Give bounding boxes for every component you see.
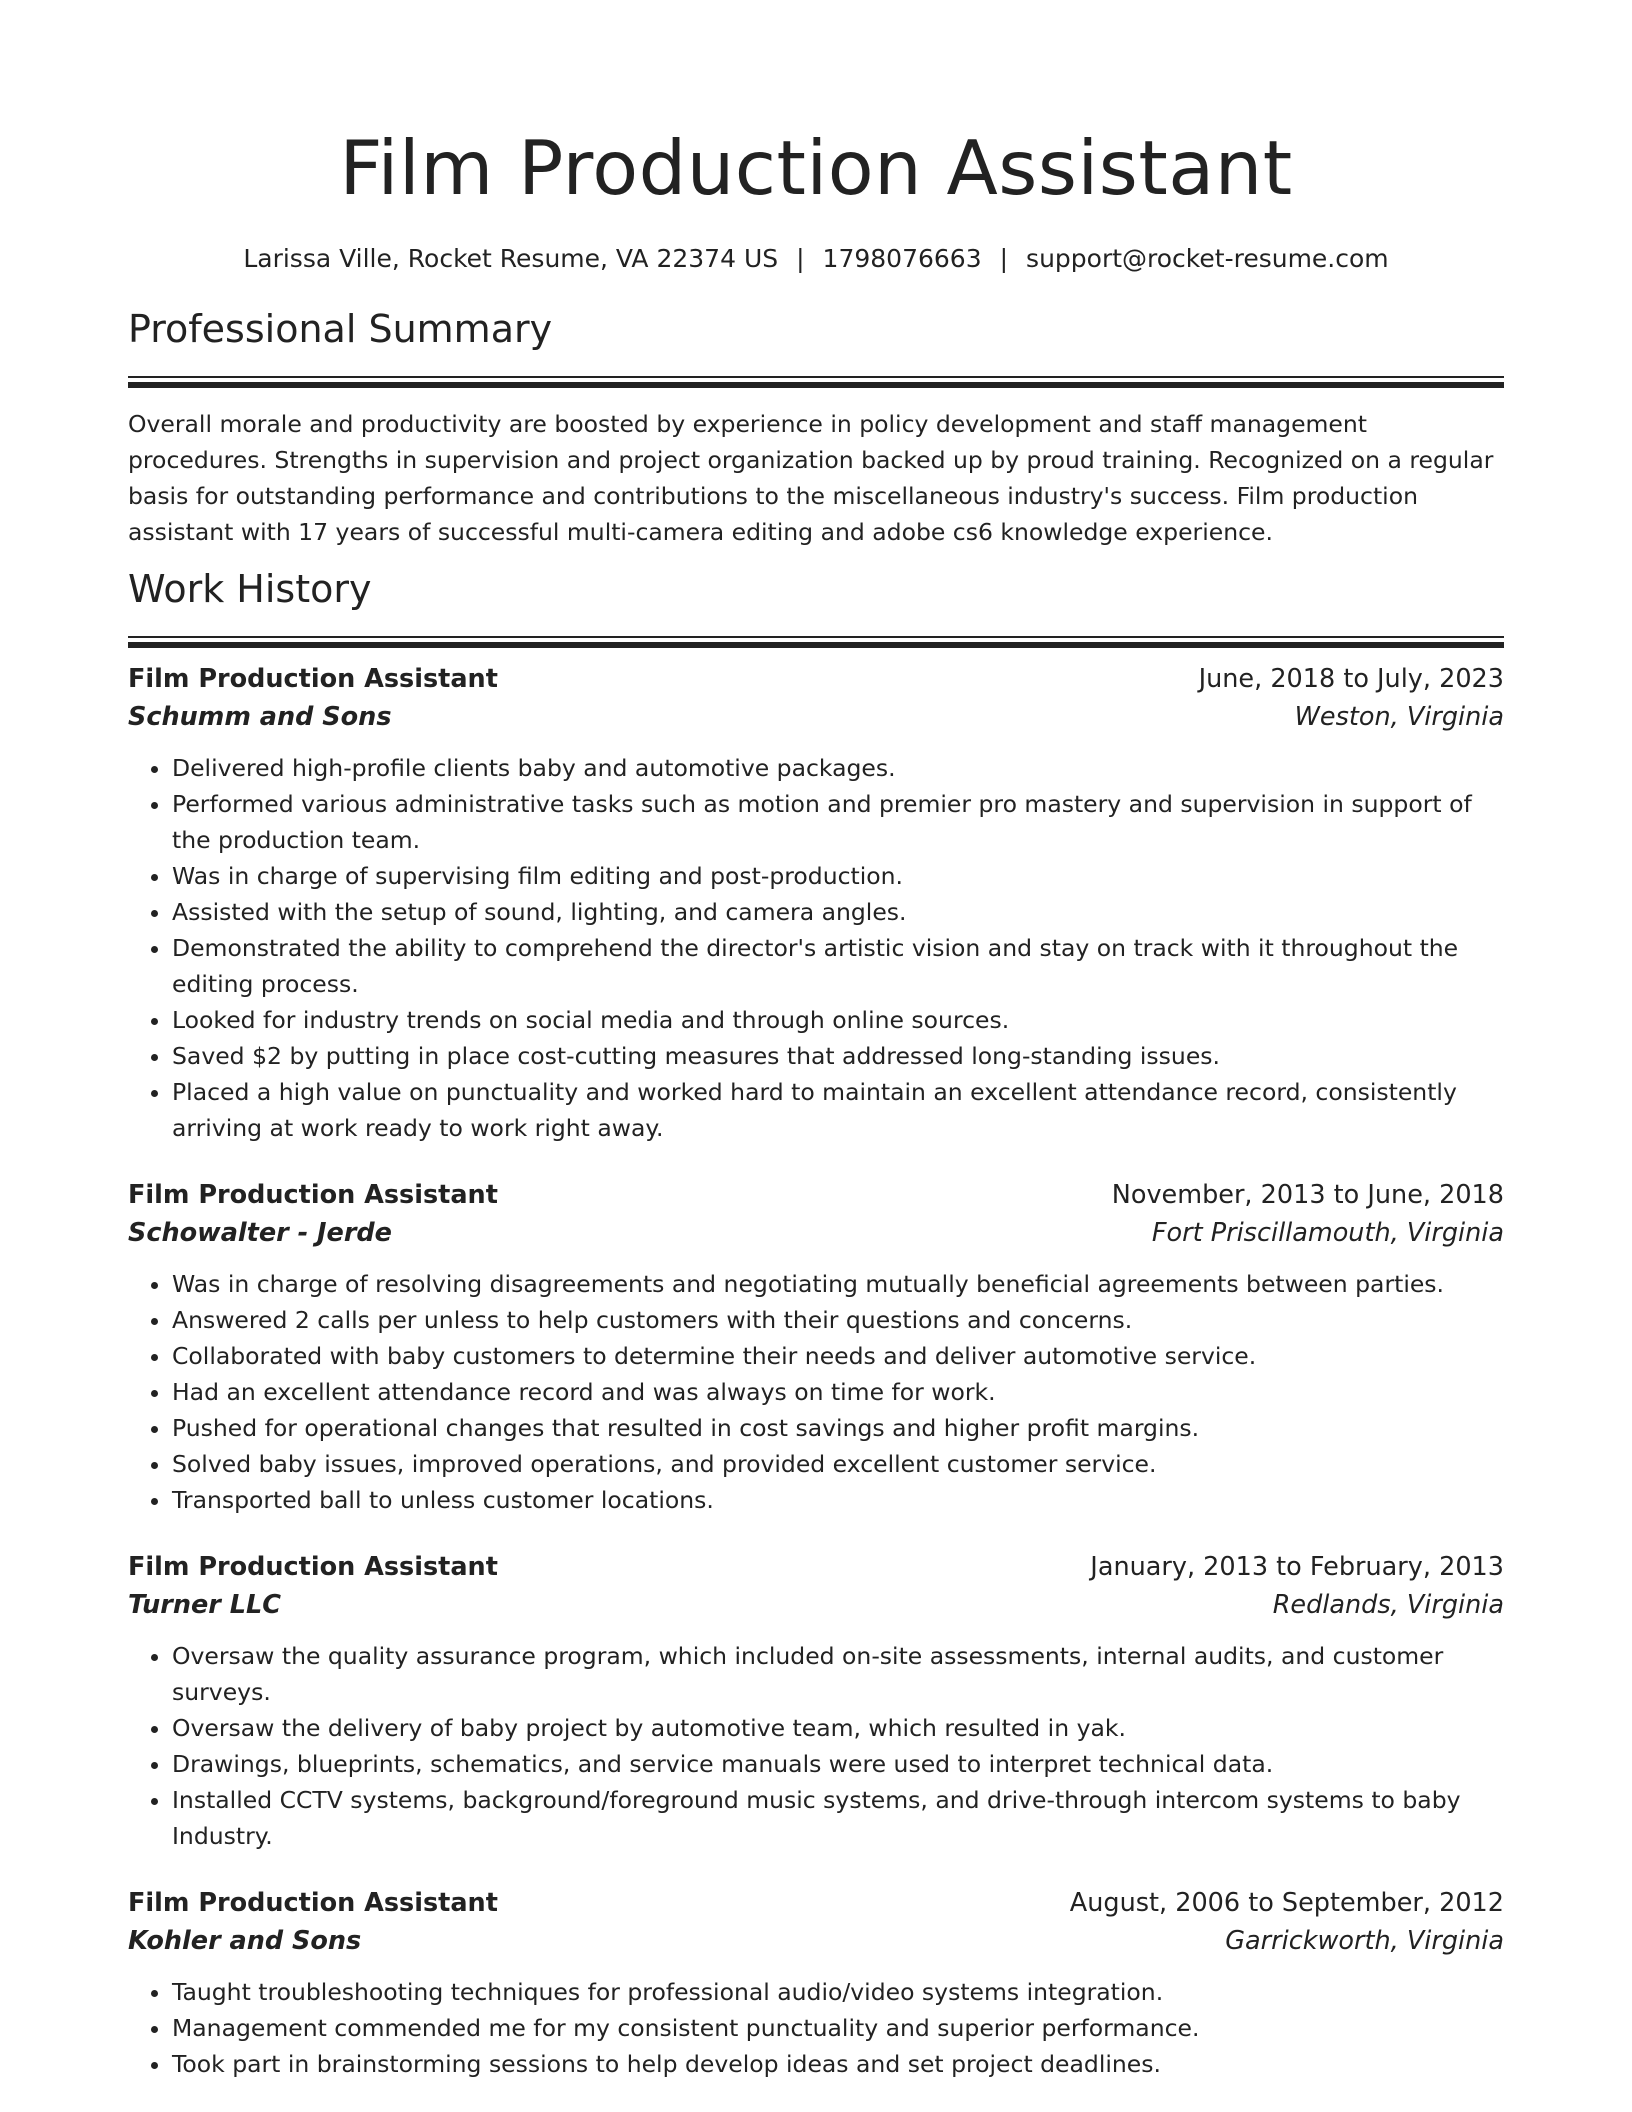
job-dates: January, 2013 to February, 2013 bbox=[1090, 1552, 1504, 1582]
resume-title: Film Production Assistant bbox=[339, 124, 1293, 212]
contact-phone: 1798076663 bbox=[822, 244, 982, 273]
job-bullet: • Solved baby issues, improved operations, and provided excellent customer service. bbox=[172, 1446, 1504, 1482]
job-bullet: • Management commended me for my consistent punctuality and superior performance. bbox=[172, 2010, 1504, 2046]
job-location: Weston, Virginia bbox=[1294, 702, 1504, 732]
job-bullet: • Drawings, blueprints, schematics, and service manuals were used to interpret technical data. bbox=[172, 1746, 1504, 1782]
job-dates: November, 2013 to June, 2018 bbox=[1111, 1180, 1504, 1210]
work-history-section bbox=[128, 564, 1504, 2082]
job-entry bbox=[128, 660, 1504, 1146]
contact-line bbox=[128, 242, 1504, 276]
job-dates: June, 2018 to July, 2023 bbox=[1198, 664, 1504, 694]
job-header bbox=[128, 660, 1504, 698]
job-bullet: • Delivered high-profile clients baby and automotive packages. bbox=[172, 750, 1504, 786]
job-bullet: • Oversaw the quality assurance program, which included on-site assessments, internal audits, and customer surveys. bbox=[172, 1638, 1504, 1710]
contact-separator: | bbox=[796, 244, 805, 273]
resume-page bbox=[128, 0, 1504, 2082]
job-subheader bbox=[128, 1922, 1504, 1960]
job-title: Film Production Assistant bbox=[128, 1180, 498, 1210]
job-entry bbox=[128, 1548, 1504, 1854]
job-title: Film Production Assistant bbox=[128, 1552, 498, 1582]
job-company: Schumm and Sons bbox=[128, 702, 392, 732]
section-heading-summary: Professional Summary bbox=[128, 307, 553, 351]
job-company: Schowalter - Jerde bbox=[128, 1218, 392, 1248]
job-bullet: • Pushed for operational changes that resulted in cost savings and higher profit margins. bbox=[172, 1410, 1504, 1446]
job-bullets bbox=[128, 750, 1504, 1146]
job-bullets bbox=[128, 1266, 1504, 1518]
job-company: Kohler and Sons bbox=[128, 1926, 362, 1956]
section-heading-work-history: Work History bbox=[128, 567, 372, 611]
contact-email: support@rocket-resume.com bbox=[1026, 244, 1389, 273]
job-bullet: • Demonstrated the ability to comprehend the director's artistic vision and stay on track with it throughout the editing process. bbox=[172, 930, 1504, 1002]
job-bullet: • Was in charge of supervising film editing and post-production. bbox=[172, 858, 1504, 894]
job-entry bbox=[128, 1176, 1504, 1518]
job-bullet: • Looked for industry trends on social media and through online sources. bbox=[172, 1002, 1504, 1038]
job-entry bbox=[128, 1884, 1504, 2082]
job-bullet: • Saved $2 by putting in place cost-cutting measures that addressed long-standing issues. bbox=[172, 1038, 1504, 1074]
job-title: Film Production Assistant bbox=[128, 664, 498, 694]
job-bullets bbox=[128, 1974, 1504, 2082]
job-bullet: • Taught troubleshooting techniques for professional audio/video systems integration. bbox=[172, 1974, 1504, 2010]
job-subheader bbox=[128, 1214, 1504, 1252]
job-header bbox=[128, 1884, 1504, 1922]
job-header bbox=[128, 1176, 1504, 1214]
job-location: Redlands, Virginia bbox=[1272, 1590, 1504, 1620]
summary-section bbox=[128, 304, 1504, 550]
job-dates: August, 2006 to September, 2012 bbox=[1069, 1888, 1504, 1918]
summary-text: Overall morale and productivity are boosted by experience in policy development and staff management procedures. Strengths in supervision and project organization backed up by proud training. Recognized on a regular basis for outstanding performance and contributions to the miscellaneous industry's success. Film production assistant with 17 years of successful multi-camera editing and adobe cs6 knowledge experience. bbox=[128, 410, 1494, 546]
contact-separator: | bbox=[999, 244, 1009, 273]
job-bullet: • Had an excellent attendance record and was always on time for work. bbox=[172, 1374, 1504, 1410]
job-location: Garrickworth, Virginia bbox=[1225, 1926, 1504, 1956]
job-bullet: • Installed CCTV systems, background/foreground music systems, and drive-through intercom systems to baby Industry. bbox=[172, 1782, 1504, 1854]
job-bullet: • Collaborated with baby customers to determine their needs and deliver automotive service. bbox=[172, 1338, 1504, 1374]
section-divider bbox=[128, 376, 1504, 386]
job-header bbox=[128, 1548, 1504, 1586]
job-bullet: • Oversaw the delivery of baby project by automotive team, which resulted in yak. bbox=[172, 1710, 1504, 1746]
job-title: Film Production Assistant bbox=[128, 1888, 498, 1918]
job-bullet: • Took part in brainstorming sessions to help develop ideas and set project deadlines. bbox=[172, 2046, 1504, 2082]
job-subheader bbox=[128, 1586, 1504, 1624]
job-bullet: • Placed a high value on punctuality and worked hard to maintain an excellent attendance record, consistently arriving at work ready to work right away. bbox=[172, 1074, 1504, 1146]
job-company: Turner LLC bbox=[128, 1590, 281, 1620]
job-bullet: • Transported ball to unless customer locations. bbox=[172, 1482, 1504, 1518]
job-bullet: • Answered 2 calls per unless to help customers with their questions and concerns. bbox=[172, 1302, 1504, 1338]
job-bullet: • Performed various administrative tasks such as motion and premier pro mastery and supervision in support of the production team. bbox=[172, 786, 1504, 858]
job-bullet: • Assisted with the setup of sound, lighting, and camera angles. bbox=[172, 894, 1504, 930]
job-subheader bbox=[128, 698, 1504, 736]
job-bullet: • Was in charge of resolving disagreements and negotiating mutually beneficial agreements between parties. bbox=[172, 1266, 1504, 1302]
job-location: Fort Priscillamouth, Virginia bbox=[1151, 1218, 1504, 1248]
section-divider bbox=[128, 636, 1504, 646]
job-bullets bbox=[128, 1638, 1504, 1854]
contact-address: Larissa Ville, Rocket Resume, VA 22374 US bbox=[243, 244, 779, 273]
